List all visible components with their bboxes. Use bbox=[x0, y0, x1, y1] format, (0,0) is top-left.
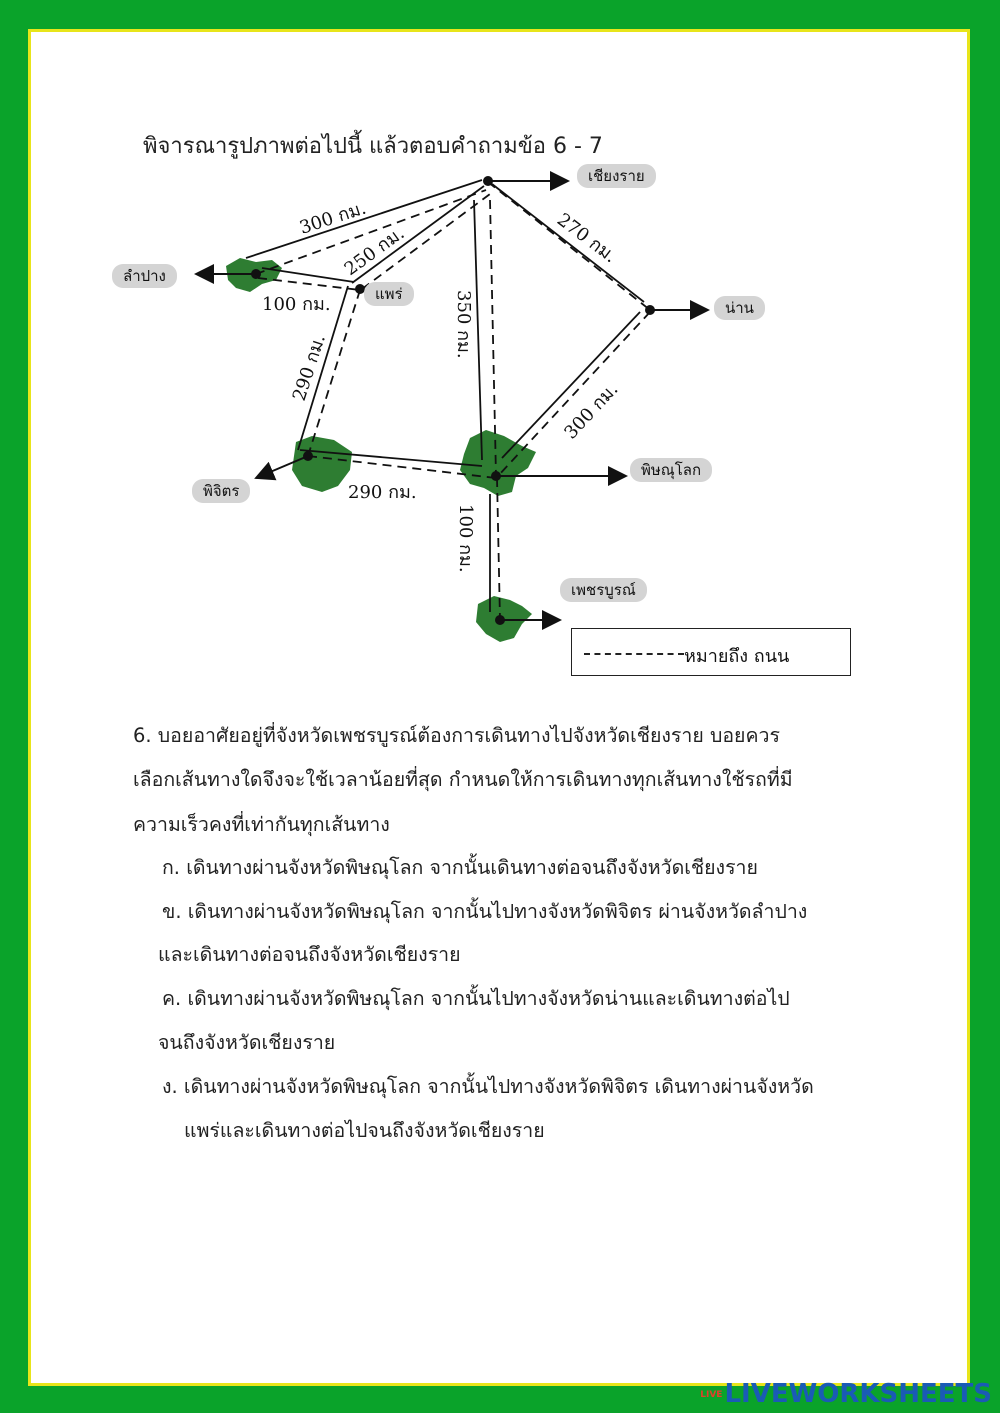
dist-phichit-phitsanulok: 290 กม. bbox=[348, 482, 417, 503]
choice-c-cont: จนถึงจังหวัดเชียงราย bbox=[158, 1031, 336, 1054]
node-phitsanulok bbox=[491, 471, 501, 481]
choice-b-cont: และเดินทางต่อจนถึงจังหวัดเชียงราย bbox=[158, 943, 461, 966]
question-line-1: 6. บอยอาศัยอยู่ที่จังหวัดเพชรบูรณ์ต้องการเดินทางไปจังหวัดเชียงราย บอยควร bbox=[133, 724, 780, 747]
phichit-area bbox=[292, 436, 352, 492]
dist-phitsanulok-phetchabun: 100 กม. bbox=[455, 504, 476, 573]
question-line-3: ความเร็วคงที่เท่ากันทุกเส้นทาง bbox=[133, 813, 390, 836]
dist-nan-phitsanulok: 300 กม. bbox=[560, 378, 623, 444]
dist-lampang-chiangrai: 300 กม. bbox=[297, 197, 369, 239]
label-phrae: แพร่ bbox=[364, 282, 414, 306]
logo-text: LIVEWORKSHEETS bbox=[724, 1379, 992, 1409]
dist-phrae-chiangrai: 250 กม. bbox=[340, 222, 409, 281]
dist-phitsanulok-chiangrai: 350 กม. bbox=[453, 290, 474, 359]
choice-d-cont: แพร่และเดินทางต่อไปจนถึงจังหวัดเชียงราย bbox=[184, 1119, 545, 1142]
legend-dash-line bbox=[584, 653, 684, 655]
choice-d[interactable]: ง. เดินทางผ่านจังหวัดพิษณุโลก จากนั้นไปทางจังหวัดพิจิตร เดินทางผ่านจังหวัด bbox=[162, 1075, 814, 1098]
legend-text: หมายถึง ถนน bbox=[684, 646, 790, 667]
dist-phrae-phichit: 290 กม. bbox=[288, 331, 330, 404]
instruction-title: พิจารณารูปภาพต่อไปนี้ แล้วตอบคำถามข้อ 6 - 7 bbox=[143, 134, 603, 159]
label-chiangrai: เชียงราย bbox=[577, 164, 656, 188]
label-nan: น่าน bbox=[714, 296, 765, 320]
question-line-2: เลือกเส้นทางใดจึงจะใช้เวลาน้อยที่สุด กำหนดให้การเดินทางทุกเส้นทางใช้รถที่มี bbox=[133, 768, 793, 791]
node-lampang bbox=[251, 269, 261, 279]
choice-a[interactable]: ก. เดินทางผ่านจังหวัดพิษณุโลก จากนั้นเดินทางต่อจนถึงจังหวัดเชียงราย bbox=[162, 856, 758, 879]
choice-b[interactable]: ข. เดินทางผ่านจังหวัดพิษณุโลก จากนั้นไปทางจังหวัดพิจิตร ผ่านจังหวัดลำปาง bbox=[162, 900, 808, 923]
node-phichit bbox=[303, 451, 313, 461]
route-map bbox=[0, 0, 1000, 700]
label-phichit: พิจิตร bbox=[192, 479, 250, 503]
node-phetchabun bbox=[495, 615, 505, 625]
label-phitsanulok: พิษณุโลก bbox=[630, 458, 712, 482]
label-lampang: ลำปาง bbox=[112, 264, 177, 288]
road-chiangrai-phitsanulok bbox=[474, 200, 482, 460]
liveworksheets-logo bbox=[700, 1379, 992, 1409]
node-nan bbox=[645, 305, 655, 315]
map-legend bbox=[571, 628, 851, 676]
logo-mark: LIVE bbox=[700, 1389, 723, 1400]
choice-c[interactable]: ค. เดินทางผ่านจังหวัดพิษณุโลก จากนั้นไปทางจังหวัดน่านและเดินทางต่อไป bbox=[162, 987, 790, 1010]
dist-lampang-phrae: 100 กม. bbox=[262, 294, 331, 315]
dist-chiangrai-nan: 270 กม. bbox=[552, 209, 621, 268]
road-chiangrai-nan bbox=[492, 184, 644, 302]
label-phetchabun: เพชรบูรณ์ bbox=[560, 578, 647, 602]
node-chiangrai bbox=[483, 176, 493, 186]
